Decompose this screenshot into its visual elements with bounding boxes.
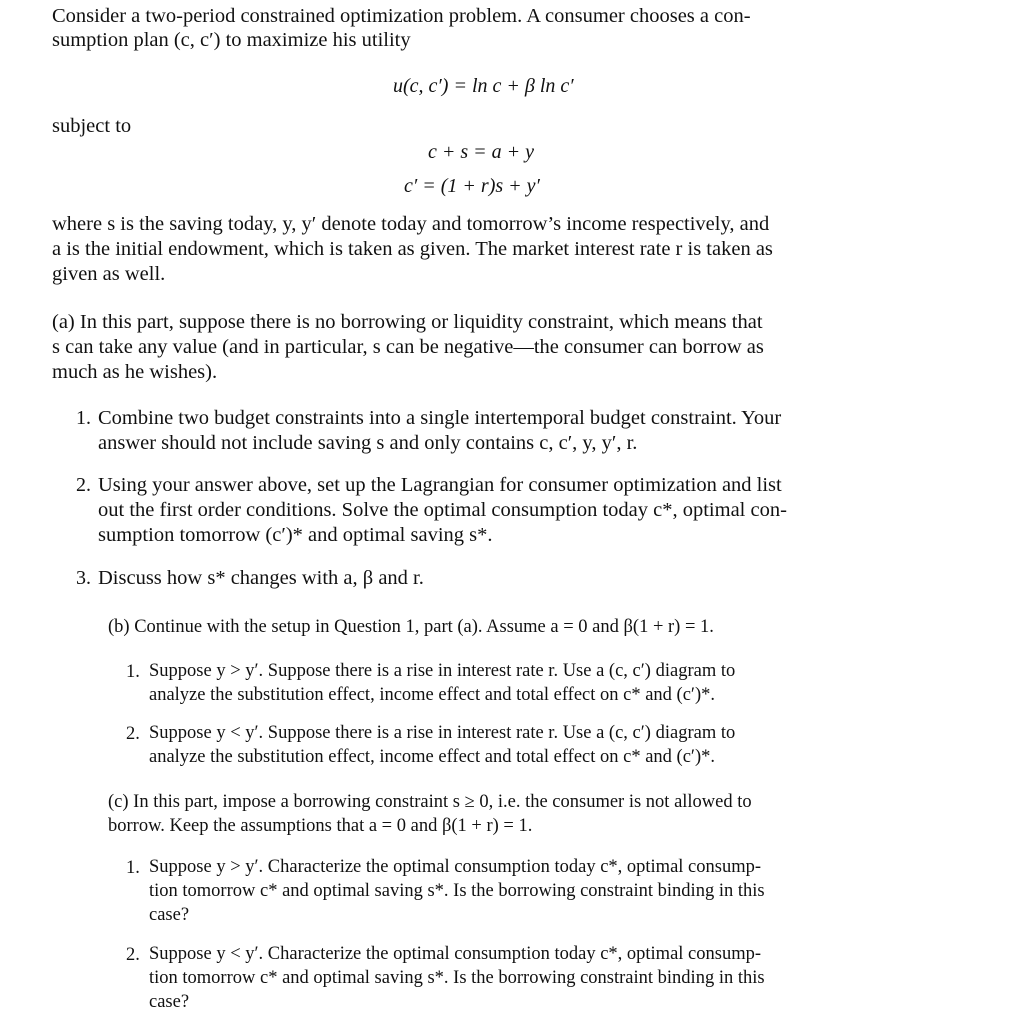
part-a-item-3-line-1: Discuss how s* changes with a, β and r.: [98, 567, 424, 589]
part-c-item-1-line-3: case?: [149, 905, 190, 925]
part-c-item-1-line-2: tion tomorrow c* and optimal saving s*. Is the borrowing constraint binding in this: [149, 881, 765, 901]
part-a-line-3: much as he wishes).: [52, 361, 218, 383]
part-c-item-2-line-2: tion tomorrow c* and optimal saving s*. Is the borrowing constraint binding in this: [149, 968, 765, 988]
part-c-item-2-number: 2.: [126, 945, 140, 965]
part-b-item-2-number: 2.: [126, 724, 140, 744]
part-a-item-1-line-1: Combine two budget constraints into a single intertemporal budget constraint. Your: [98, 407, 782, 429]
part-b-item-1-number: 1.: [126, 662, 140, 682]
part-c-line-1: (c) In this part, impose a borrowing constraint s ≥ 0, i.e. the consumer is not allowed to: [108, 792, 752, 812]
part-c-line-2: borrow. Keep the assumptions that a = 0 and β(1 + r) = 1.: [108, 816, 533, 836]
intro-line-2: sumption plan (c, c′) to maximize his utility: [52, 29, 411, 51]
part-a-line-2: s can take any value (and in particular, s can be negative—the consumer can borrow as: [52, 336, 764, 358]
where-line-3: given as well.: [52, 263, 166, 285]
part-a-item-2-line-1: Using your answer above, set up the Lagrangian for consumer optimization and list: [98, 474, 782, 496]
intro-line-1: Consider a two-period constrained optimization problem. A consumer chooses a con-: [52, 5, 751, 27]
utility-equation: u(c, c′) = ln c + β ln c′: [393, 75, 574, 97]
part-b-item-1-line-2: analyze the substitution effect, income effect and total effect on c* and (c′)*.: [149, 685, 716, 705]
where-line-2: a is the initial endowment, which is taken as given. The market interest rate r is taken as: [52, 238, 773, 260]
part-a-item-2-line-2: out the first order conditions. Solve the optimal consumption today c*, optimal con-: [98, 499, 787, 521]
part-a-item-3-number: 3.: [76, 567, 91, 589]
part-a-item-1-line-2: answer should not include saving s and only contains c, c′, y, y′, r.: [98, 432, 638, 454]
part-b-line-1: (b) Continue with the setup in Question 1, part (a). Assume a = 0 and β(1 + r) = 1.: [108, 617, 714, 637]
part-c-item-1-number: 1.: [126, 858, 140, 878]
where-line-1: where s is the saving today, y, y′ denote today and tomorrow’s income respectively, and: [52, 213, 770, 235]
part-b-item-1-line-1: Suppose y > y′. Suppose there is a rise in interest rate r. Use a (c, c′) diagram to: [149, 661, 736, 681]
part-c-item-2-line-1: Suppose y < y′. Characterize the optimal consumption today c*, optimal consump-: [149, 944, 762, 964]
subject-to-label: subject to: [52, 115, 132, 137]
part-a-item-2-line-3: sumption tomorrow (c′)* and optimal saving s*.: [98, 524, 493, 546]
part-a-item-2-number: 2.: [76, 474, 91, 496]
part-c-item-1-line-1: Suppose y > y′. Characterize the optimal consumption today c*, optimal consump-: [149, 857, 762, 877]
part-c-item-2-line-3: case?: [149, 992, 190, 1012]
part-b-item-2-line-2: analyze the substitution effect, income effect and total effect on c* and (c′)*.: [149, 747, 716, 767]
constraint-2: c′ = (1 + r)s + y′: [404, 175, 540, 197]
part-a-line-1: (a) In this part, suppose there is no borrowing or liquidity constraint, which means that: [52, 311, 763, 333]
part-a-item-1-number: 1.: [76, 407, 91, 429]
part-b-item-2-line-1: Suppose y < y′. Suppose there is a rise in interest rate r. Use a (c, c′) diagram to: [149, 723, 736, 743]
constraint-1: c + s = a + y: [428, 141, 535, 163]
